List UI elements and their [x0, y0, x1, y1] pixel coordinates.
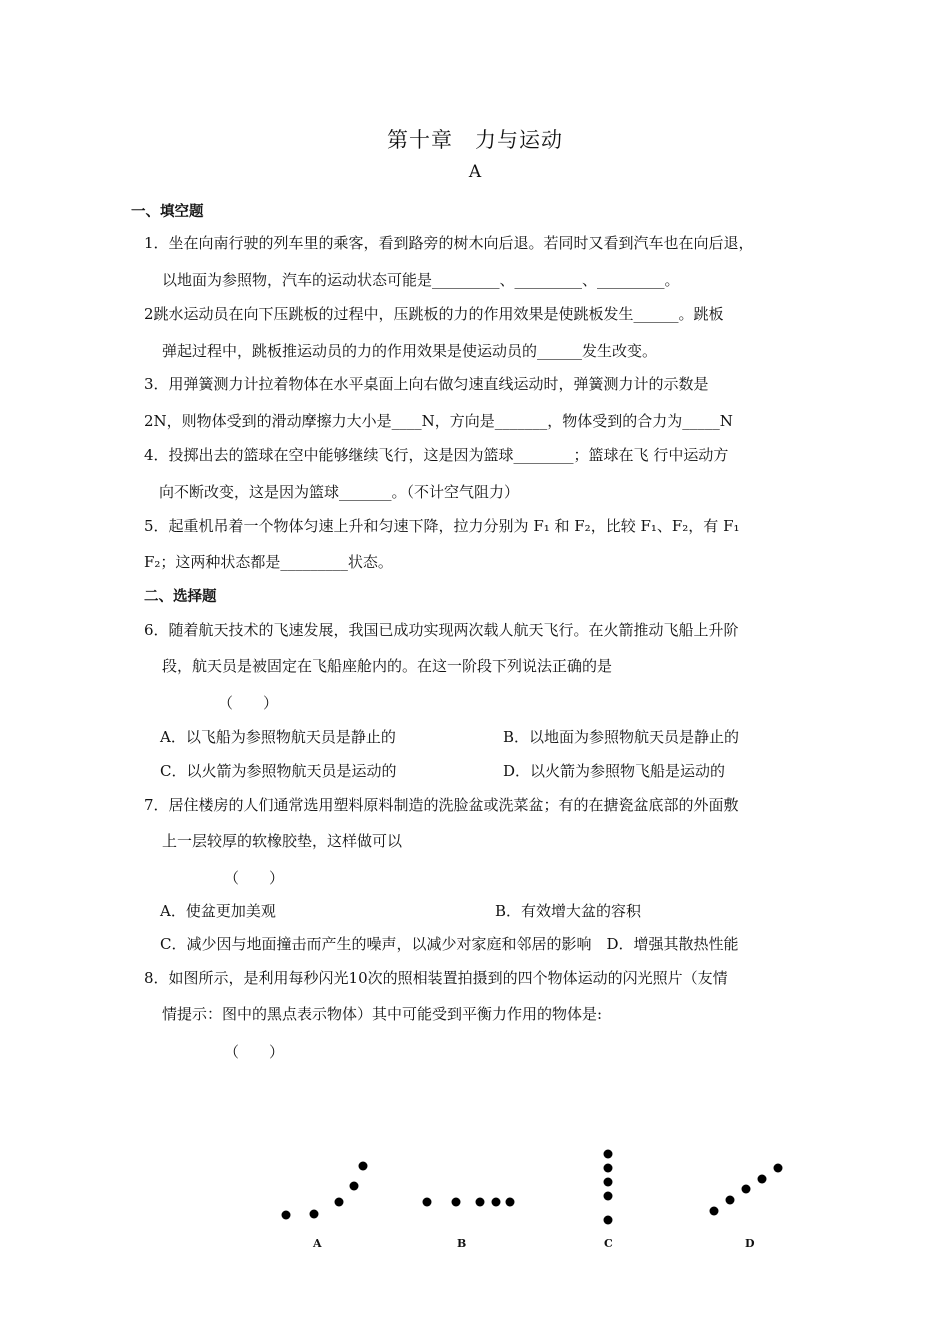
q6-line-1: 6．随着航天技术的飞速发展，我国已成功实现两次载人航天飞行。在火箭推动飞船上升阶 — [144, 621, 739, 639]
q7-line-2: 上一层较厚的软橡胶垫，这样做可以 — [162, 832, 403, 850]
q7-answer-bracket: （ ） — [224, 869, 285, 887]
figure-b-dot — [492, 1198, 501, 1207]
q8-answer-bracket: （ ） — [224, 1043, 285, 1061]
q8-line-1: 8．如图所示，是利用每秒闪光10次的照相装置拍摄到的四个物体运动的闪光照片（友情 — [144, 969, 728, 987]
q5-line-2: F₂；这两种状态都是_________状态。 — [144, 553, 393, 571]
figure-c-dot — [604, 1216, 613, 1225]
q6-answer-bracket: （ ） — [218, 694, 279, 712]
figure-d-dot — [758, 1175, 767, 1184]
figure-a-dot — [359, 1162, 368, 1171]
q2-line-2: 弹起过程中，跳板推运动员的力的作用效果是使运动员的______发生改变。 — [162, 342, 658, 360]
page-title: 第十章 力与运动 — [387, 128, 563, 152]
figure-d-dot — [742, 1185, 751, 1194]
q1-line-1: 1．坐在向南行驶的列车里的乘客，看到路旁的树木向后退。若同时又看到汽车也在向后退， — [144, 234, 754, 252]
figure-label-d: D — [745, 1237, 755, 1250]
q8-line-2: 情提示：图中的黑点表示物体）其中可能受到平衡力作用的物体是: — [162, 1005, 603, 1023]
q2-line-1: 2跳水运动员在向下压跳板的过程中，压跳板的力的作用效果是使跳板发生______。跳板 — [144, 305, 724, 323]
q6-option-b: B．以地面为参照物航天员是静止的 — [503, 728, 740, 746]
figure-d-dot — [726, 1196, 735, 1205]
q4-line-1: 4．投掷出去的篮球在空中能够继续飞行，这是因为篮球________；篮球在飞 行中运动方 — [144, 446, 729, 464]
q7-line-1: 7．居住楼房的人们通常选用塑料原料制造的洗脸盆或洗菜盆；有的在搪瓷盆底部的外面敷 — [144, 796, 739, 814]
figure-c-dot — [604, 1178, 613, 1187]
figure-label-b: B — [457, 1237, 467, 1250]
figure-a-dot — [310, 1210, 319, 1219]
figure-b-dot — [506, 1198, 515, 1207]
figure-b-dot — [452, 1198, 461, 1207]
q6-option-c: C．以火箭为参照物航天员是运动的 — [160, 762, 397, 780]
q7-option-a: A．使盆更加美观 — [160, 902, 276, 920]
q6-option-d: D．以火箭为参照物飞船是运动的 — [503, 762, 726, 780]
q7-option-cd: C．减少因与地面撞击而产生的噪声，以减少对家庭和邻居的影响 D．增强其散热性能 — [160, 935, 739, 953]
figure-a-dot — [282, 1211, 291, 1220]
page-subtitle: A — [468, 162, 482, 182]
figure-a-dot — [350, 1182, 359, 1191]
motion-photo-figure — [260, 1140, 820, 1260]
figure-label-c: C — [604, 1237, 613, 1250]
q4-line-2: 向不断改变，这是因为篮球_______。（不计空气阻力） — [159, 483, 520, 501]
section-choice-heading: 二、选择题 — [144, 589, 217, 605]
q6-line-2: 段，航天员是被固定在飞船座舱内的。在这一阶段下列说法正确的是 — [162, 657, 613, 675]
figure-label-a: A — [313, 1237, 322, 1250]
figure-c-dot — [604, 1150, 613, 1159]
figure-c-dot — [604, 1192, 613, 1201]
figure-a-dot — [335, 1198, 344, 1207]
figure-d-dot — [774, 1164, 783, 1173]
q7-option-b: B．有效增大盆的容积 — [495, 902, 642, 920]
section-fill-heading: 一、填空题 — [131, 204, 204, 220]
figure-c-dot — [604, 1164, 613, 1173]
figure-d-dot — [710, 1207, 719, 1216]
q3-line-2: 2N，则物体受到的滑动摩擦力大小是____N，方向是_______，物体受到的合力为_____N — [144, 412, 733, 430]
figure-b-dot — [476, 1198, 485, 1207]
q3-line-1: 3．用弹簧测力计拉着物体在水平桌面上向右做匀速直线运动时，弹簧测力计的示数是 — [144, 375, 709, 393]
q1-line-2: 以地面为参照物，汽车的运动状态可能是_________、_________、_________。 — [162, 271, 680, 289]
figure-b-dot — [423, 1198, 432, 1207]
q5-line-1: 5．起重机吊着一个物体匀速上升和匀速下降，拉力分别为 F₁ 和 F₂，比较 F₁、F₂，有 F₁ — [144, 517, 740, 535]
q6-option-a: A．以飞船为参照物航天员是静止的 — [160, 728, 396, 746]
